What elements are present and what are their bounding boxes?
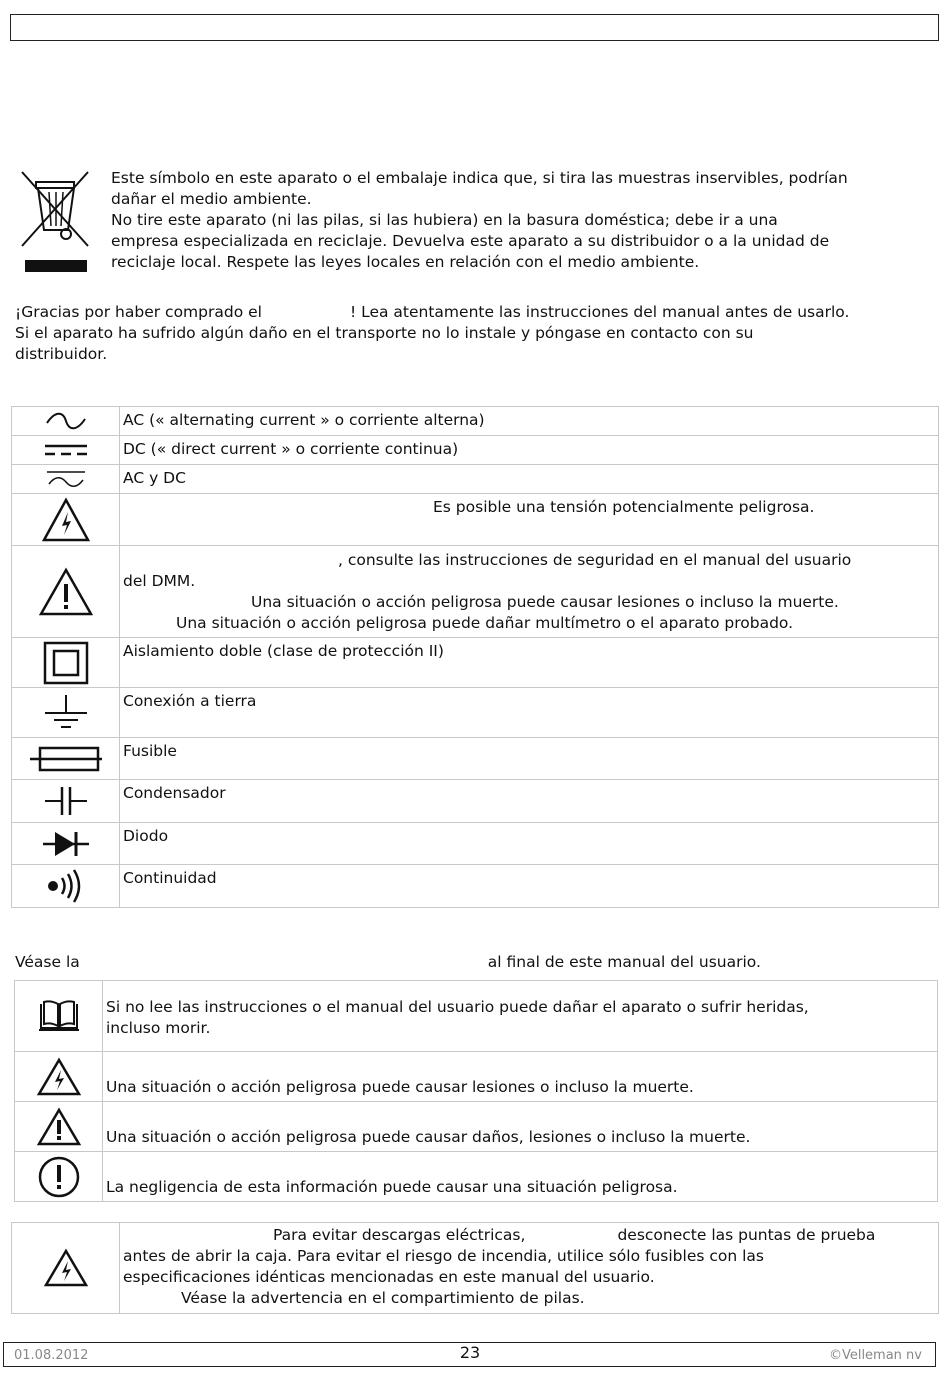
safety-text: Para evitar descargas eléctricas, bbox=[273, 1226, 526, 1244]
table-row bbox=[12, 780, 939, 823]
crossed-out-wheelie-bin-icon bbox=[16, 168, 94, 276]
capacitor-icon bbox=[12, 780, 120, 823]
symbol-description: Conexión a tierra bbox=[120, 688, 939, 738]
weee-line: reciclaje local. Respete las leyes locales en relación con el medio ambiente. bbox=[111, 253, 700, 271]
safety-text: Véase la advertencia en el compartimiento de pilas. bbox=[181, 1289, 585, 1307]
table-row bbox=[12, 465, 939, 494]
symbol-description: DC (« direct current » o corriente continua) bbox=[120, 436, 939, 465]
symbol-description: AC (« alternating current » o corriente alterna) bbox=[120, 407, 939, 436]
table-row bbox=[12, 688, 939, 738]
ground-icon bbox=[12, 688, 120, 738]
warning-text: Si no lee las instrucciones o el manual del usuario puede dañar el aparato o sufrir heridas, bbox=[106, 997, 809, 1016]
table-row bbox=[12, 436, 939, 465]
table-row bbox=[12, 738, 939, 780]
safety-text: desconecte las puntas de prueba bbox=[617, 1226, 876, 1244]
double-insulation-icon bbox=[12, 638, 120, 688]
warning-text: incluso morir. bbox=[106, 1018, 211, 1037]
ac-dc-icon bbox=[12, 465, 120, 494]
page-number: 23 bbox=[459, 1343, 481, 1362]
safety-text: especificaciones idénticas mencionadas en este manual del usuario. bbox=[123, 1268, 655, 1286]
continuity-icon bbox=[12, 865, 120, 908]
table-row bbox=[12, 865, 939, 908]
symbol-description: del DMM. bbox=[123, 572, 196, 590]
table-row bbox=[15, 1052, 938, 1102]
table-row bbox=[15, 981, 938, 1052]
table-row bbox=[15, 1102, 938, 1152]
footer-date: 01.08.2012 bbox=[14, 1348, 89, 1363]
see-also-text: al final de este manual del usuario. bbox=[487, 953, 761, 971]
ac-sine-icon bbox=[12, 407, 120, 436]
high-voltage-triangle-icon bbox=[12, 494, 120, 546]
symbol-description: AC y DC bbox=[120, 465, 939, 494]
weee-line: dañar el medio ambiente. bbox=[111, 190, 312, 208]
safety-table bbox=[11, 1222, 939, 1314]
diode-icon bbox=[12, 823, 120, 865]
symbol-description: Es posible una tensión potencialmente peligrosa. bbox=[433, 498, 815, 516]
symbol-description: Condensador bbox=[120, 780, 939, 823]
table-row bbox=[12, 546, 939, 638]
exclamation-circle-icon bbox=[15, 1152, 103, 1202]
warning-triangle-icon bbox=[12, 546, 120, 638]
fuse-icon bbox=[12, 738, 120, 780]
dc-icon bbox=[12, 436, 120, 465]
symbol-description: Aislamiento doble (clase de protección II) bbox=[120, 638, 939, 688]
intro-text: distribuidor. bbox=[15, 345, 108, 363]
symbol-description: Diodo bbox=[120, 823, 939, 865]
intro-text: Si el aparato ha sufrido algún daño en el transporte no lo instale y póngase en contacto con su bbox=[15, 324, 754, 342]
symbol-description: Una situación o acción peligrosa puede dañar multímetro o el aparato probado. bbox=[176, 614, 794, 632]
warning-triangle-icon bbox=[15, 1102, 103, 1152]
symbol-description: Fusible bbox=[120, 738, 939, 780]
high-voltage-triangle-icon bbox=[12, 1223, 120, 1314]
weee-notice bbox=[111, 168, 941, 273]
intro-paragraph bbox=[15, 302, 940, 365]
header-box bbox=[10, 14, 939, 41]
warnings-table bbox=[14, 980, 938, 1202]
weee-line: empresa especializada en reciclaje. Devuelva este aparato a su distribuidor o a la unidad de bbox=[111, 232, 830, 250]
see-also-line bbox=[15, 952, 940, 973]
symbol-description: Una situación o acción peligrosa puede causar lesiones o incluso la muerte. bbox=[251, 593, 839, 611]
symbol-description: , consulte las instrucciones de seguridad en el manual del usuario bbox=[338, 551, 852, 569]
footer-copyright: ©Velleman nv bbox=[828, 1348, 922, 1363]
table-row bbox=[12, 638, 939, 688]
intro-text: ! Lea atentamente las instrucciones del manual antes de usarlo. bbox=[349, 303, 850, 321]
intro-text: ¡Gracias por haber comprado el bbox=[15, 303, 262, 321]
symbols-table bbox=[11, 406, 939, 908]
warning-text: Una situación o acción peligrosa puede causar daños, lesiones o incluso la muerte. bbox=[103, 1102, 938, 1152]
symbol-description: Continuidad bbox=[120, 865, 939, 908]
table-row bbox=[15, 1152, 938, 1202]
weee-line: No tire este aparato (ni las pilas, si las hubiera) en la basura doméstica; debe ir a una bbox=[111, 211, 778, 229]
table-row bbox=[12, 1223, 939, 1314]
warning-text: Una situación o acción peligrosa puede causar lesiones o incluso la muerte. bbox=[103, 1052, 938, 1102]
safety-text: antes de abrir la caja. Para evitar el riesgo de incendia, utilice sólo fusibles con las bbox=[123, 1247, 764, 1265]
high-voltage-triangle-icon bbox=[15, 1052, 103, 1102]
table-row bbox=[12, 823, 939, 865]
see-also-text: Véase la bbox=[15, 953, 80, 971]
warning-text: La negligencia de esta información puede causar una situación peligrosa. bbox=[103, 1152, 938, 1202]
weee-line: Este símbolo en este aparato o el embalaje indica que, si tira las muestras inservibles, podrían bbox=[111, 169, 848, 187]
table-row bbox=[12, 407, 939, 436]
table-row bbox=[12, 494, 939, 546]
manual-book-icon bbox=[15, 981, 103, 1052]
